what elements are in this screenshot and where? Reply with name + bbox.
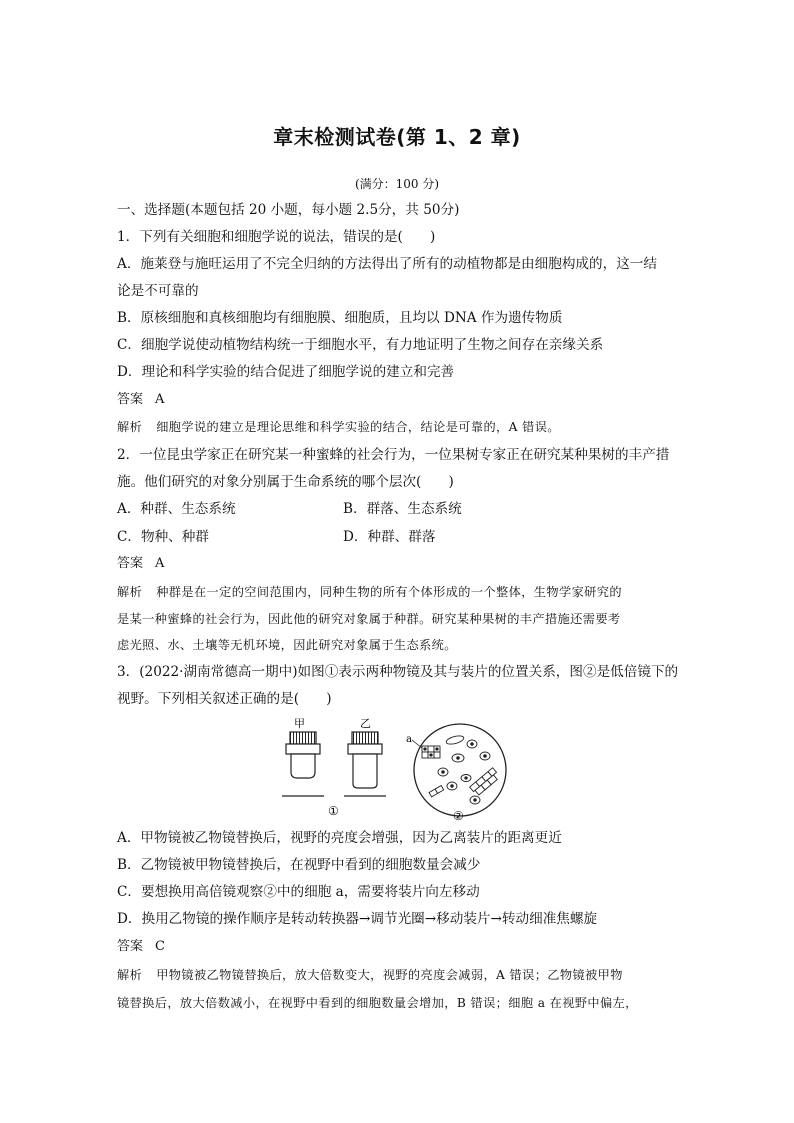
answer-label: 答案: [117, 392, 144, 407]
q2-stem: 2．一位昆虫学家正在研究某一种蜜蜂的社会行为，一位果树专家正在研究某种果树的丰产措: [117, 447, 670, 463]
section-heading: 一、选择题(本题包括 20 小题，每小题 2.5分，共 50分): [117, 202, 460, 218]
q2-option-b: B．群落、生态系统: [343, 501, 462, 517]
q2-answer-value: A: [155, 556, 165, 571]
q3-stem-cont: 视野。下列相关叙述正确的是( ): [117, 691, 332, 707]
q1-option-d: D．理论和科学实验的结合促进了细胞学说的建立和完善: [117, 364, 455, 380]
q2-option-c: C．物种、种群: [117, 529, 209, 545]
page-title: 章末检测试卷(第 1、2 章): [273, 125, 521, 149]
q1-stem: 1．下列有关细胞和细胞学说的说法，错误的是( ): [117, 229, 436, 245]
q3-answer: [117, 938, 687, 956]
q2-explanation-text-1: 种群是在一定的空间范围内，同种生物的所有个体形成的一个整体，生物学家研究的: [156, 585, 622, 599]
microscope-figure: [280, 716, 520, 822]
q3-stem: 3．(2022·湖南常德高一期中)如图①表示两种物镜及其与装片的位置关系，图②是低倍镜下的: [117, 664, 679, 680]
q2-options-row-1: [117, 500, 687, 518]
q2-answer: [117, 555, 687, 573]
q1-explanation-text: 细胞学说的建立是理论思维和科学实验的结合，结论是可靠的，A 错误。: [156, 420, 560, 434]
cell-a: [422, 746, 440, 758]
label-jia: 甲: [294, 717, 305, 730]
q3-explanation: [117, 966, 687, 984]
label-figure-1: ①: [328, 804, 339, 818]
q1-answer: [117, 391, 687, 409]
full-score: (满分：100 分): [354, 177, 440, 191]
q3-option-a: A．甲物镜被乙物镜替换后，视野的亮度会增强，因为乙离装片的距离更近: [117, 830, 562, 846]
q1-answer-value: A: [155, 392, 165, 407]
q1-option-c: C．细胞学说使动植物结构统一于细胞水平，有力地证明了生物之间存在亲缘关系: [117, 337, 604, 353]
q2-option-d: D．种群、群落: [343, 529, 436, 545]
microscope-diagram: [280, 716, 520, 822]
q3-explanation-text-1: 甲物镜被乙物镜替换后，放大倍数变大，视野的亮度会减弱，A 错误；乙物镜被甲物: [156, 968, 623, 982]
answer-label: 答案: [117, 556, 144, 571]
q2-option-a: A．种群、生态系统: [117, 501, 236, 517]
explain-label: 解析: [117, 585, 143, 599]
q3-explanation-text-2: 镜替换后，放大倍数减小，在视野中看到的细胞数量会增加，B 错误；细胞 a 在视野中偏左，: [117, 996, 638, 1010]
q3-option-b: B．乙物镜被甲物镜替换后，在视野中看到的细胞数量会减少: [117, 857, 481, 873]
q2-explanation-text-3: 虑光照、水、土壤等无机环境，因此研究对象属于生态系统。: [117, 638, 457, 652]
q2-stem-cont: 施。他们研究的对象分别属于生命系统的哪个层次( ): [117, 474, 454, 490]
q3-option-d: D．换用乙物镜的操作顺序是转动转换器→调节光圈→移动装片→转动细准焦螺旋: [117, 911, 598, 927]
explain-label: 解析: [117, 968, 143, 982]
q1-option-a-cont: 论是不可靠的: [117, 283, 199, 299]
explain-label: 解析: [117, 420, 143, 434]
q2-explanation-text-2: 是某一种蜜蜂的社会行为，因此他的研究对象属于种群。研究某种果树的丰产措施还需要考: [117, 612, 621, 626]
objective-yi: [348, 732, 382, 788]
q1-option-b: B．原核细胞和真核细胞均有细胞膜、细胞质，且均以 DNA 作为遗传物质: [117, 310, 563, 326]
objective-jia: [286, 732, 320, 778]
q2-explanation: [117, 583, 687, 601]
q2-options-row-2: [117, 528, 687, 546]
label-figure-2: ②: [453, 809, 464, 822]
answer-label: 答案: [117, 939, 144, 954]
q1-option-a: A．施莱登与施旺运用了不完全归纳的方法得出了所有的动植物都是由细胞构成的，这一结: [117, 256, 657, 272]
label-a: a: [406, 734, 412, 745]
label-yi: 乙: [360, 717, 371, 730]
q3-option-c: C．要想换用高倍镜观察②中的细胞 a，需要将装片向左移动: [117, 884, 480, 900]
q1-explanation: [117, 418, 687, 436]
q3-answer-value: C: [155, 939, 165, 954]
